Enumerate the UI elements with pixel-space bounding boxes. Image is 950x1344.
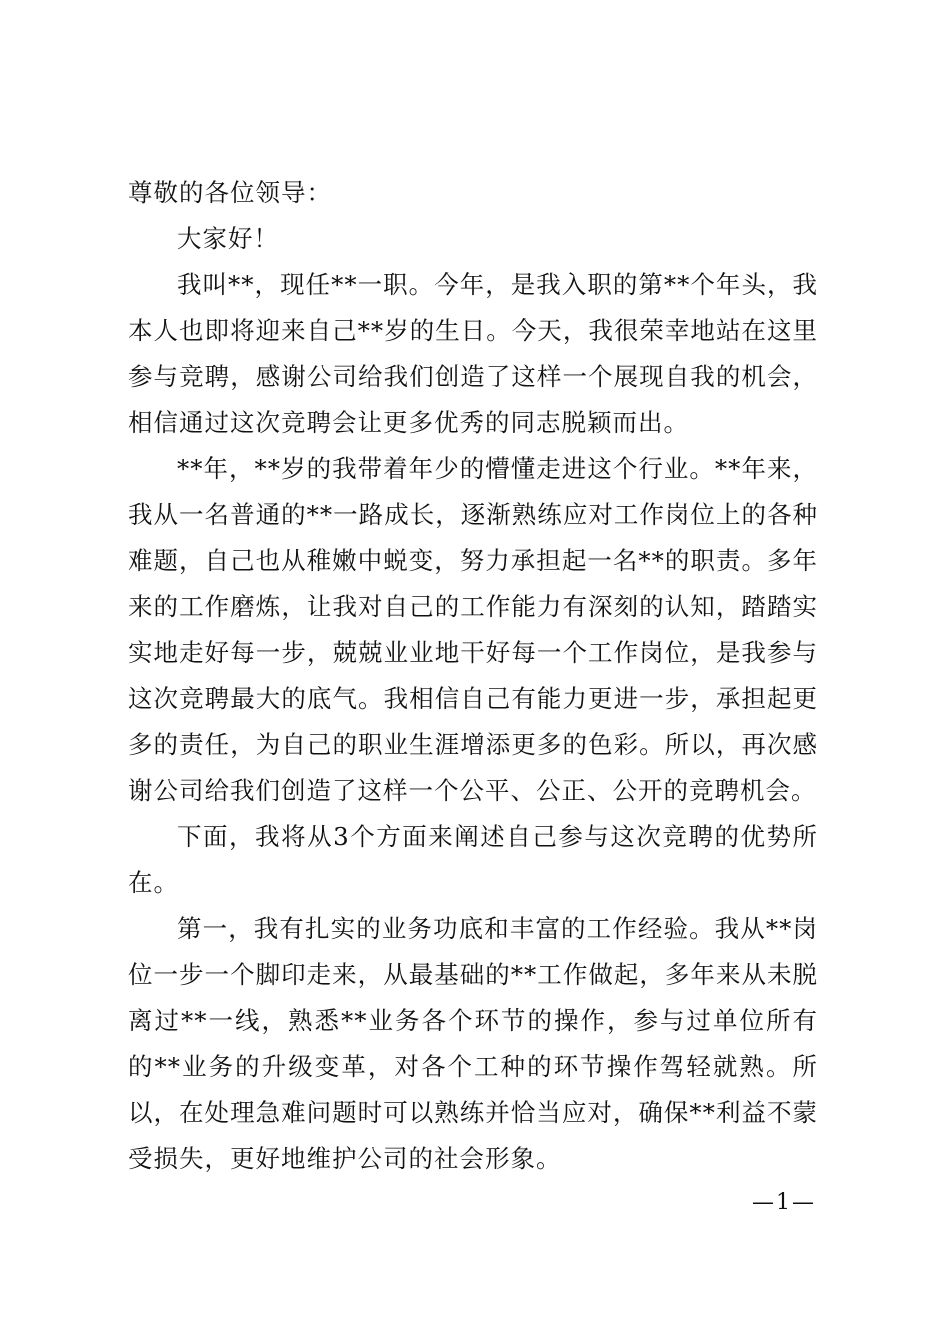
page-number: —1— [752, 1190, 816, 1215]
paragraph-career-background: **年，**岁的我带着年少的懵懂走进这个行业。**年来，我从一名普通的**一路成长，逐渐熟练应对工作岗位上的各种难题，自己也从稚嫩中蜕变，努力承担起一名**的职责。多年来的工作磨炼，让我对自己的工作能力有深刻的认知，踏踏实实地走好每一步，兢兢业业地干好每一个工作岗位，是我参与这次竞聘最大的底气。我相信自己有能力更进一步，承担起更多的责任，为自己的职业生涯增添更多的色彩。所以，再次感谢公司给我们创造了这样一个公平、公正、公开的竞聘机会。 [128, 454, 818, 805]
paragraph-first-advantage: 第一，我有扎实的业务功底和丰富的工作经验。我从**岗位一步一个脚印走来，从最基础的**工作做起，多年来从未脱离过**一线，熟悉**业务各个环节的操作，参与过单位所有的**业务的升级变革，对各个工种的环节操作驾轻就熟。所以，在处理急难问题时可以熟练并恰当应对，确保**利益不蒙受损失，更好地维护公司的社会形象。 [128, 914, 818, 1173]
paragraph-introduction: 我叫**，现任**一职。今年，是我入职的第**个年头，我本人也即将迎来自己**岁的生日。今天，我很荣幸地站在这里参与竞聘，感谢公司给我们创造了这样一个展现自我的机会，相信通过这次竞聘会让更多优秀的同志脱颖而出。 [128, 270, 818, 437]
greeting: 大家好！ [177, 224, 279, 253]
salutation: 尊敬的各位领导： [128, 178, 332, 207]
paragraph-outline: 下面，我将从3个方面来阐述自己参与这次竞聘的优势所在。 [128, 822, 818, 897]
document-body [128, 170, 818, 1182]
